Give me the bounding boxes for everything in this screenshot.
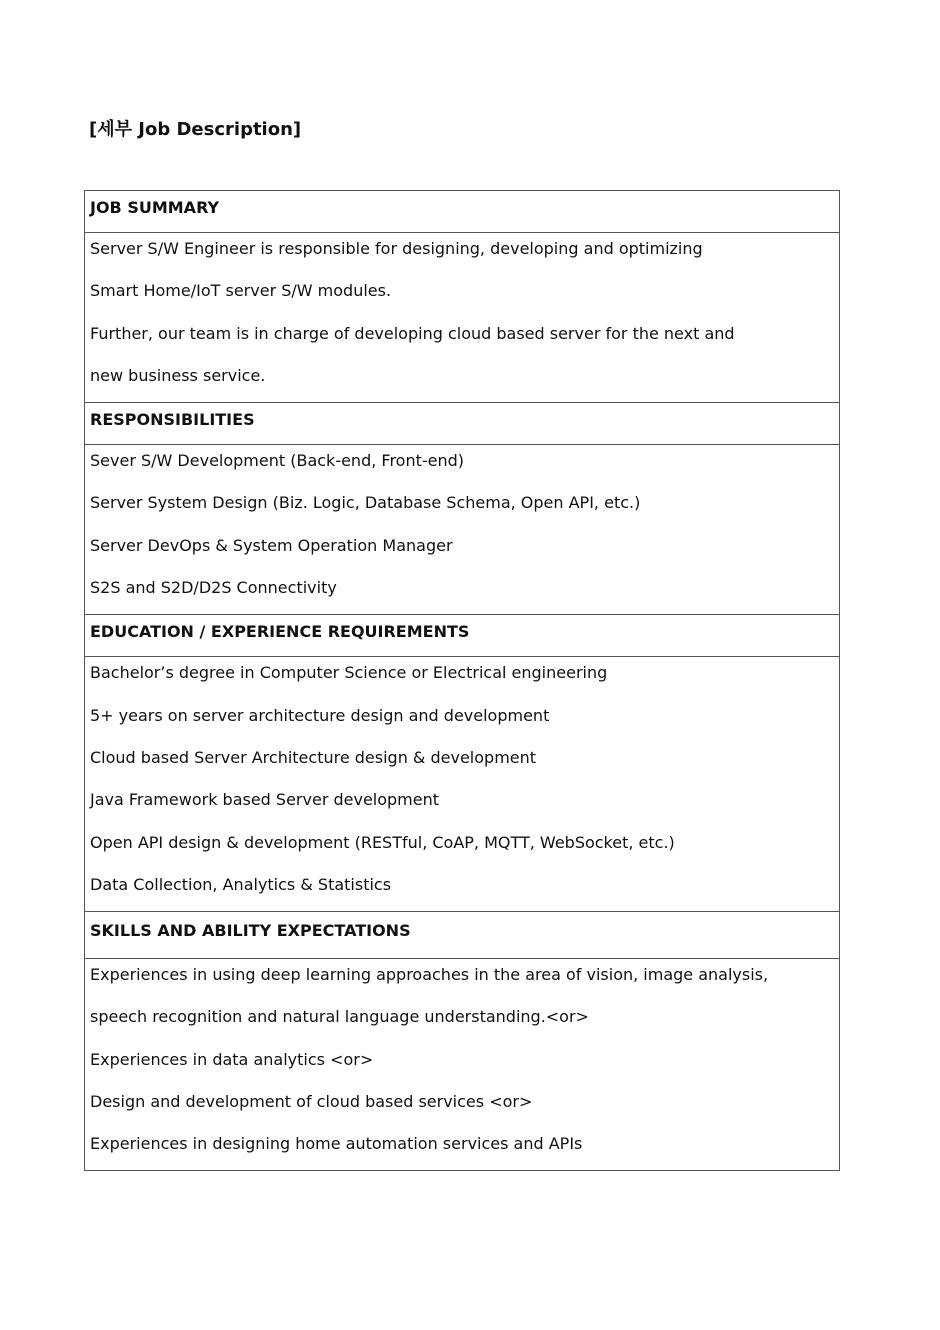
- text-line: S2S and S2D/D2S Connectivity: [90, 578, 337, 598]
- text-line: Data Collection, Analytics & Statistics: [90, 874, 392, 894]
- section-body-skills-ability: [85, 959, 839, 1170]
- text-line: Bachelor’s degree in Computer Science or Electrical engineering: [90, 663, 608, 683]
- job-description-table: [84, 190, 840, 1171]
- text-line: Sever S/W Development (Back-end, Front-end): [90, 451, 465, 471]
- text-line: new business service.: [90, 365, 266, 385]
- text-line: Java Framework based Server development: [90, 790, 440, 810]
- text-line: Smart Home/IoT server S/W modules.: [90, 281, 392, 301]
- text-line: Experiences in data analytics <or>: [90, 1049, 374, 1069]
- document-title: [세부 Job Description]: [89, 119, 302, 140]
- text-line: Experiences in designing home automation services and APIs: [90, 1133, 583, 1153]
- section-body-responsibilities: [85, 445, 839, 615]
- section-heading-education-experience: EDUCATION / EXPERIENCE REQUIREMENTS: [85, 615, 839, 657]
- text-line: Server System Design (Biz. Logic, Database Schema, Open API, etc.): [90, 493, 641, 513]
- section-heading-job-summary: JOB SUMMARY: [85, 191, 839, 233]
- text-line: speech recognition and natural language understanding.<or>: [90, 1007, 589, 1027]
- text-line: Server DevOps & System Operation Manager: [90, 535, 453, 555]
- text-line: Design and development of cloud based services <or>: [90, 1091, 533, 1111]
- text-line: Server S/W Engineer is responsible for designing, developing and optimizing: [90, 239, 703, 258]
- section-heading-responsibilities: RESPONSIBILITIES: [85, 403, 839, 445]
- text-line: 5+ years on server architecture design and development: [90, 705, 550, 725]
- text-line: Cloud based Server Architecture design & development: [90, 747, 537, 767]
- section-body-job-summary: [85, 233, 839, 403]
- text-line: Further, our team is in charge of developing cloud based server for the next and: [90, 323, 735, 343]
- text-line: Open API design & development (RESTful, CoAP, MQTT, WebSocket, etc.): [90, 832, 675, 852]
- text-line: Experiences in using deep learning approaches in the area of vision, image analysis,: [90, 965, 769, 985]
- section-body-education-experience: [85, 657, 839, 912]
- section-heading-skills-ability: SKILLS AND ABILITY EXPECTATIONS: [85, 912, 839, 959]
